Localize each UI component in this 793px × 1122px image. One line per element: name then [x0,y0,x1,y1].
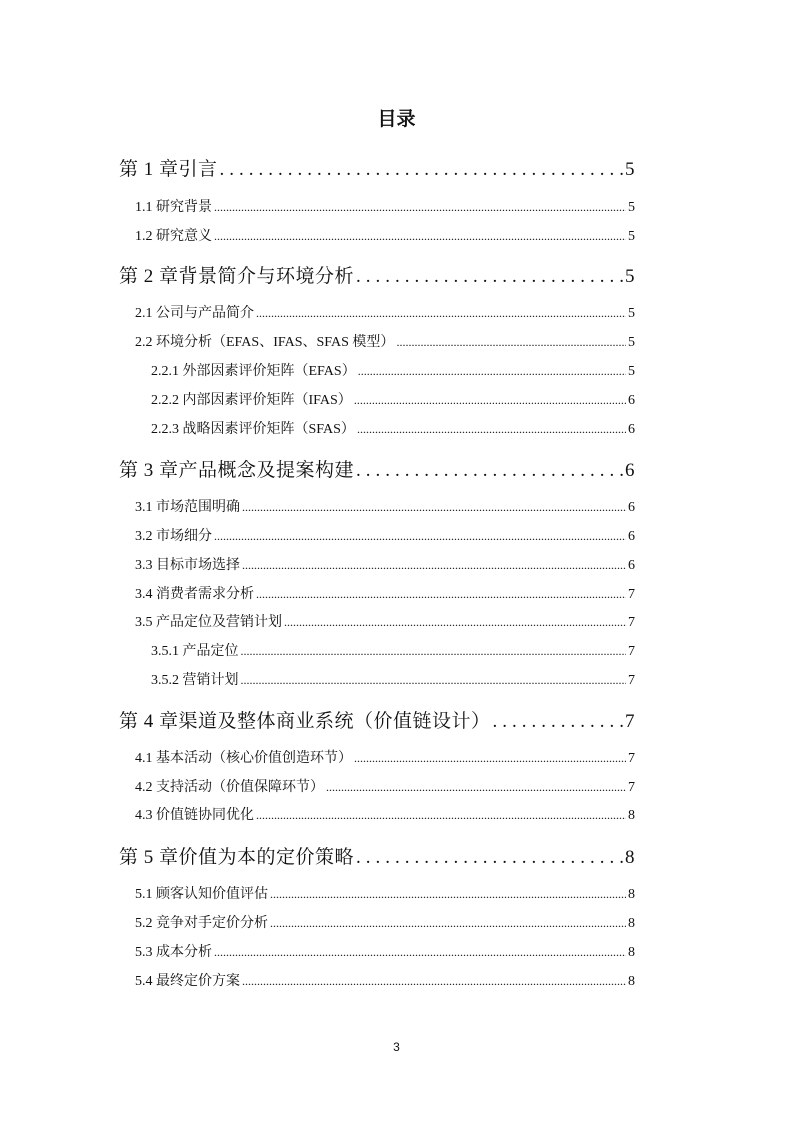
toc-section-entry[interactable] [135,776,635,796]
entry-page: 5 [628,229,635,244]
entry-label: 5.3 成本分析 [135,945,212,960]
toc-section-entry[interactable] [135,611,635,631]
entry-label: 3.5.1 产品定位 [151,644,239,659]
dot-leader [356,847,623,869]
entry-label: 2.2.3 战略因素评价矩阵（SFAS） [151,422,355,437]
dot-leader [256,587,626,602]
toc-chapter-entry[interactable] [119,706,635,733]
dot-leader [214,200,626,215]
entry-page: 7 [628,587,635,602]
entry-page: 5 [628,200,635,215]
entry-page: 8 [628,945,635,960]
dot-leader [270,887,626,902]
toc-section-entry[interactable] [135,941,635,961]
entry-label: 3.4 消费者需求分析 [135,587,254,602]
entry-label: 3.2 市场细分 [135,529,212,544]
dot-leader [242,500,626,515]
entry-page: 6 [628,393,635,408]
toc-chapter-entry[interactable] [119,154,635,181]
entry-page: 7 [628,780,635,795]
entry-label: 第 5 章价值为本的定价策略 [119,847,355,868]
toc-section-entry[interactable] [135,554,635,574]
toc-section-entry[interactable] [151,669,635,689]
entry-label: 2.2.1 外部因素评价矩阵（EFAS） [151,364,356,379]
dot-leader [357,422,626,437]
toc-section-entry[interactable] [135,970,635,990]
dot-leader [396,335,626,350]
toc-section-entry[interactable] [151,389,635,409]
entry-label: 1.2 研究意义 [135,229,212,244]
toc-section-entry[interactable] [135,331,635,351]
toc-section-entry[interactable] [135,804,635,824]
dot-leader [214,529,626,544]
toc-section-entry[interactable] [135,747,635,767]
dot-leader [356,460,623,482]
dot-leader [354,393,626,408]
dot-leader [270,916,626,931]
dot-leader [241,673,627,688]
entry-page: 5 [628,364,635,379]
entry-page: 6 [628,558,635,573]
entry-page: 7 [625,711,635,732]
dot-leader [356,266,623,288]
entry-page: 7 [628,751,635,766]
entry-label: 第 3 章产品概念及提案构建 [119,460,355,481]
entry-page: 6 [628,500,635,515]
toc-chapter-entry[interactable] [119,455,635,482]
entry-label: 5.1 顾客认知价值评估 [135,887,268,902]
toc-title: 目录 [377,108,416,130]
dot-leader [358,364,626,379]
entry-page: 5 [625,159,635,180]
entry-page: 6 [628,529,635,544]
entry-label: 1.1 研究背景 [135,200,212,215]
entry-label: 2.2 环境分析（EFAS、IFAS、SFAS 模型） [135,335,395,350]
toc-section-entry[interactable] [135,225,635,245]
toc-section-entry[interactable] [135,883,635,903]
toc-section-entry[interactable] [151,360,635,380]
entry-label: 第 1 章引言 [119,159,218,180]
toc-section-entry[interactable] [151,640,635,660]
toc-section-entry[interactable] [135,583,635,603]
entry-label: 4.2 支持活动（价值保障环节） [135,780,324,795]
toc-chapter-entry[interactable] [119,261,635,288]
entry-label: 2.1 公司与产品简介 [135,306,254,321]
toc-section-entry[interactable] [135,912,635,932]
toc-section-entry[interactable] [135,496,635,516]
entry-label: 4.3 价值链协同优化 [135,808,254,823]
entry-label: 5.4 最终定价方案 [135,974,240,989]
entry-label: 2.2.2 内部因素评价矩阵（IFAS） [151,393,352,408]
toc-chapter-entry[interactable] [119,842,635,869]
entry-page: 5 [625,266,635,287]
dot-leader [242,558,626,573]
entry-label: 第 2 章背景简介与环境分析 [119,266,355,287]
entry-label: 3.5 产品定位及营销计划 [135,615,282,630]
entry-label: 3.3 目标市场选择 [135,558,240,573]
dot-leader [214,945,626,960]
entry-page: 5 [628,335,635,350]
entry-page: 7 [628,673,635,688]
dot-leader [220,159,623,181]
dot-leader [493,711,623,733]
dot-leader [241,644,627,659]
dot-leader [256,808,626,823]
entry-page: 5 [628,306,635,321]
entry-page: 7 [628,644,635,659]
toc-section-entry[interactable] [135,525,635,545]
entry-page: 8 [625,847,635,868]
dot-leader [326,780,626,795]
toc-section-entry[interactable] [135,302,635,322]
entry-label: 第 4 章渠道及整体商业系统（价值链设计） [119,711,491,732]
toc-section-entry[interactable] [135,196,635,216]
dot-leader [242,974,626,989]
entry-label: 3.1 市场范围明确 [135,500,240,515]
toc-section-entry[interactable] [151,418,635,438]
entry-label: 3.5.2 营销计划 [151,673,239,688]
entry-page: 8 [628,916,635,931]
page-number: 3 [393,1040,400,1054]
entry-page: 8 [628,974,635,989]
entry-page: 8 [628,808,635,823]
entry-page: 6 [628,422,635,437]
entry-page: 6 [625,460,635,481]
dot-leader [354,751,626,766]
entry-label: 5.2 竞争对手定价分析 [135,916,268,931]
dot-leader [284,615,626,630]
entry-page: 7 [628,615,635,630]
entry-page: 8 [628,887,635,902]
dot-leader [256,306,626,321]
entry-label: 4.1 基本活动（核心价值创造环节） [135,751,352,766]
dot-leader [214,229,626,244]
